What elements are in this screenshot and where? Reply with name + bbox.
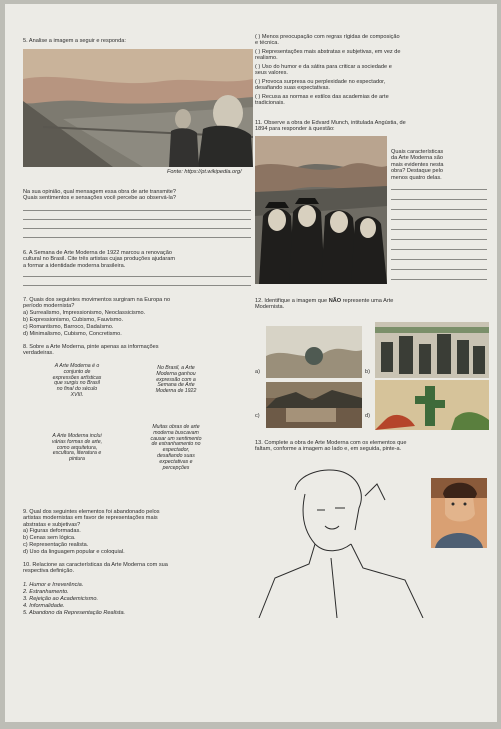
q7-option-a[interactable]: a) Surrealismo, Impressionismo, Neoclassicismo.: [23, 310, 146, 316]
q13-line-drawing[interactable]: [255, 460, 425, 618]
q12-image-d[interactable]: [375, 380, 489, 430]
q10-def-1[interactable]: ( ) Menos preocupação com regras rígidas de composição e técnica.: [255, 34, 400, 47]
q10-def-4[interactable]: ( ) Provoca surpresa ou perplexidade no espectador, desafiando suas expectativas.: [255, 79, 386, 92]
q12-label-b: b): [365, 369, 370, 375]
q6-prompt: 6. A Semana de Arte Moderna de 1922 marcou a renovação cultural no Brasil. Cite três artistas cujas produções ajudaram a formar a identidade moderna brasileira.: [23, 250, 176, 269]
q8-box-3[interactable]: A Arte Moderna inclui várias formas de arte, como arquitetura, escultura, literatura e pintura: [51, 433, 103, 463]
q7-option-c[interactable]: c) Romantismo, Barroco, Dadaísmo.: [23, 324, 114, 330]
q10-item-2: 2. Estranhamento.: [23, 589, 69, 595]
q9-option-a[interactable]: a) Figuras deformadas.: [23, 528, 81, 534]
anxiety-painting: [255, 136, 387, 284]
q12-label-d: d): [365, 413, 370, 419]
q12-image-b[interactable]: [375, 322, 489, 378]
q8-box-2[interactable]: No Brasil, a Arte Moderna ganhou expressão com a Semana de Arte Moderna de 1922: [155, 365, 197, 395]
q7-prompt: 7. Quais dos seguintes movimentos surgiram na Europa no período modernista?: [23, 297, 171, 310]
q10-def-2[interactable]: ( ) Representações mais abstratas e subjetivas, em vez de realismo.: [255, 49, 401, 62]
q9-option-b[interactable]: b) Cenas sem lógica.: [23, 535, 76, 541]
q13-prompt: 13. Complete a obra de Arte Moderna com os elementos que faltam, conforme a imagem ao lado e, em seguida, pinte-a.: [255, 440, 407, 453]
q10-prompt: 10. Relacione as características da Arte Moderna com sua respectiva definição.: [23, 562, 168, 575]
worksheet-page: [5, 4, 497, 722]
q11-question: Quais características da Arte Moderna são mais evidentes nesta obra? Destaque pelo menos quatro delas.: [391, 149, 444, 181]
q8-prompt: 8. Sobre a Arte Moderna, pinte apenas as informações verdadeiras.: [23, 344, 159, 357]
q12-image-a[interactable]: [266, 326, 362, 378]
q12-label-a: a): [255, 369, 260, 375]
q9-option-c[interactable]: c) Representação realista.: [23, 542, 89, 548]
q9-option-d[interactable]: d) Uso da linguagem popular e coloquial.: [23, 549, 125, 555]
q10-item-5: 5. Abandono da Representação Realista.: [23, 610, 126, 616]
q12-label-c: c): [255, 413, 260, 419]
q7-option-d[interactable]: d) Minimalismo, Cubismo, Concretismo.: [23, 331, 122, 337]
q5-question: Na sua opinião, qual mensagem essa obra de arte transmite? Quais sentimentos e sensações você percebe ao observá-la?: [23, 189, 176, 202]
q10-item-3: 3. Rejeição ao Academicismo.: [23, 596, 99, 602]
q10-item-1: 1. Humor e Irreverência.: [23, 582, 84, 588]
image-source: Fonte: https://pt.wikipedia.org/: [167, 169, 242, 175]
q10-item-4: 4. Informalidade.: [23, 603, 65, 609]
q7-option-b[interactable]: b) Expressionismo, Cubismo, Fauvismo.: [23, 317, 124, 323]
q9-prompt: 9. Qual dos seguintes elementos foi abandonado pelos artistas modernistas em favor de representações mais abstratas e subjetivas?: [23, 509, 160, 528]
q13-reference-portrait: [431, 478, 487, 548]
q8-box-4[interactable]: Muitas obras de arte moderna buscavam causar um sentimento de estranhamento no espectador, desafiando suas expectativas e percepções: [150, 424, 202, 471]
q5-prompt: 5. Analise a imagem a seguir e responda:: [23, 38, 126, 44]
munch-painting: [23, 49, 253, 167]
q8-box-1[interactable]: A Arte Moderna é o conjunto de expressões artísticas que surgiu no Brasil no final do século XVIII.: [52, 363, 102, 398]
q10-def-3[interactable]: ( ) Uso do humor e da sátira para criticar a sociedade e seus valores.: [255, 64, 392, 77]
q11-prompt: 11. Observe a obra de Edvard Munch, intitulada Angústia, de 1894 para responder à questão:: [255, 120, 406, 133]
q10-def-5[interactable]: ( ) Recusa as normas e estilos das academias de arte tradicionais.: [255, 94, 389, 107]
q12-prompt: 12. Identifique a imagem que NÃO represente uma Arte Modernista.: [255, 298, 394, 311]
q12-image-c[interactable]: [266, 382, 362, 428]
